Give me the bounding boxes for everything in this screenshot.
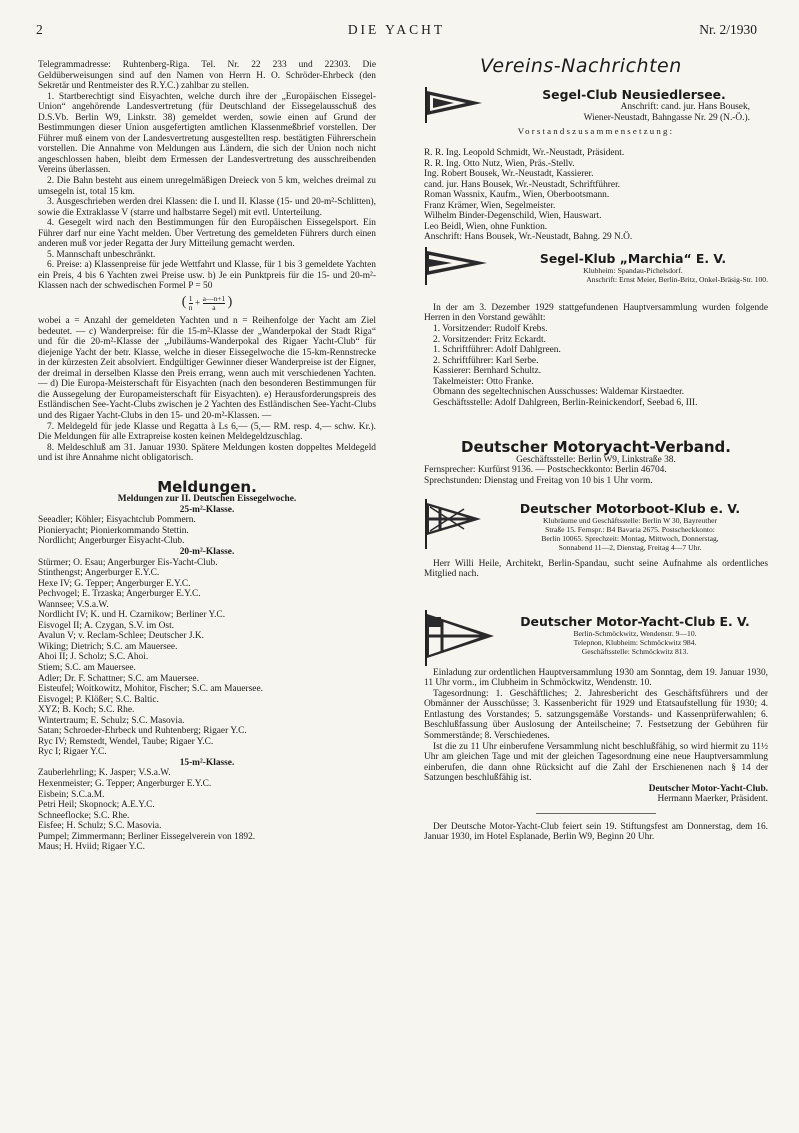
entry-line: Ryc IV; Remstedt, Wendel, Taube; Rigaer Y.C. [38, 736, 214, 747]
rule-7: 7. Meldegeld für jede Klasse und Regatta à Ls 6,— (5,— RM. resp. 4,— schw. Kr.). Die Meldungen für alle Extrapreise kosten keinen Meldegeldzuschlag. [38, 421, 376, 443]
entry-line: Avalun V; v. Reclam-Schlee; Deutscher J.K. [38, 631, 205, 642]
entry-line: Wannsee; V.S.a.W. [38, 599, 109, 610]
burgee-marchia-icon [424, 247, 490, 285]
entry-line: Schneeflocke; S.C. Rhe. [38, 810, 130, 821]
formula: ( $\frac{1}{n}$ + $\frac{a—n+1}{a}$ ) [181, 294, 233, 313]
dmyc-note: Ist die zu 11 Uhr einberufene Versammlung nicht beschlußfähig, so wird hiermit zu 11½ Uhr am gleichen Tage und mit der gleichen Tagesordnung eine neue Hauptversammlung einberufen, die dann ohne Rücksicht auf die Zahl der Erschienenen nach § 14 der Satzungen beschlußfähig ist. [424, 741, 768, 784]
info-line: Geschäftsstelle: Schmöckwitz 813. [581, 646, 689, 656]
entry-line: Seeadler; Köhler; Eisyachtclub Pommern. [38, 515, 196, 526]
burgee-dmk-icon [424, 499, 484, 549]
board-member: Franz Krämer, Wien, Segelmeister. [424, 200, 556, 211]
vereins-nachrichten-heading: Vereins-Nachrichten [480, 55, 682, 77]
board-member: cand. jur. Hans Bousek, Wr.-Neustadt, Schriftführer. [424, 179, 621, 190]
entry-line: Wiking; Dietrich; S.C. am Mauersee. [38, 641, 178, 652]
club-neusiedlersee [424, 87, 768, 195]
dmv-hours: Sprechstunden: Dienstag und Freitag von 10 bis 1 Uhr vorm. [424, 476, 653, 487]
class-20-list [38, 558, 376, 758]
board-member: Takelmeister: Otto Franke. [433, 376, 534, 387]
issue-number: Nr. 2/1930 [699, 22, 757, 37]
club-name: Deutscher Motor-Yacht-Club E. V. [520, 613, 750, 629]
divider [536, 813, 656, 814]
marchia-obmann: Obmann des segeltechnischen Ausschusses: Waldemar Kirstaedter. [433, 387, 685, 398]
board-member: Wilhelm Binder-Degenschild, Wien, Hauswart. [424, 211, 602, 222]
entry-line: Pionieryacht; Pionierkommando Stettin. [38, 525, 189, 536]
class-20-heading: 20-m²-Klasse. [179, 546, 235, 557]
info-line: Sonnabend 11—2, Dienstag, Freitag 4—7 Uhr. [558, 542, 702, 552]
board-member: 2. Vorsitzender: Fritz Eckardt. [433, 334, 546, 345]
journal-title: DIE YACHT [347, 22, 446, 37]
entry-line: Nordlicht IV; K. und H. Czarnikow; Berliner Y.C. [38, 610, 226, 621]
meldungen-subheading: Meldungen zur II. Deutschen Eissegelwoche. [117, 494, 297, 505]
burgee-dmyc-icon [424, 610, 496, 666]
info-line: Telepnon, Klubheim: Schmöckwitz 984. [573, 637, 697, 647]
club-info [492, 516, 768, 552]
board-heading: Vorstandszusammensetzung: [517, 126, 675, 137]
entry-line: Stiem; S.C. am Mauersee. [38, 662, 136, 673]
rule-6: 6. Preise: a) Klassenpreise für jede Wettfahrt und Klasse, für 1 bis 3 gemeldete Yachten ein Preis, 4 bis 6 Yachten zwei Preise usw. b) Je ein Punktpreis für die 15- und 20-m²-Klassen nach der schwedischen Formel P = 50 [38, 260, 376, 292]
dmyc-signature-name: Hermann Maerker, Präsident. [657, 794, 768, 805]
entry-line: Pumpel; Zimmermann; Berliner Eissegelverein von 1892. [38, 831, 256, 842]
entry-line: Eisteufel; Woitkowitz, Mohitor, Fischer; S.C. am Mauersee. [38, 684, 263, 695]
entry-line: Stinthengst; Angerburger E.Y.C. [38, 568, 160, 579]
class-15-list [38, 768, 376, 852]
dmyc-festival: Der Deutsche Motor-Yacht-Club feiert sein 19. Stiftungsfest am Donnerstag, dem 16. Januar 1930, im Hotel Esplanade, Berlin W9, Beginn 20 Uhr. [424, 821, 768, 843]
rule-8: 8. Meldeschluß am 31. Januar 1930. Spätere Meldungen kosten doppeltes Meldegeld und ist ihre Annahme nicht obligatorisch. [38, 442, 376, 464]
board-member: R. R. Ing. Otto Nutz, Wien, Präs.-Stellv. [424, 158, 575, 169]
club-address: Anschrift: Ernst Meier, Berlin-Britz, Onkel-Bräsig-Str. 100. [586, 274, 768, 284]
entry-line: XYZ; B. Koch; S.C. Rhe. [38, 705, 135, 716]
entry-line: Ryc I; Rigaer Y.C. [38, 747, 107, 758]
rule-6-continued: wobei a = Anzahl der gemeldeten Yachten und n = Reihenfolge der Yacht am Ziel bedeutet. — c) Wanderpreise: für die 15-m²-Klasse der „Wanderpokal der Stadt Riga“ und für die 20-m²-Klasse der „Jubiläums-Wanderpokal des Rigaer Yacht-Club“ für diejenige Yacht der betr. Klasse, welche in dieser Eissegelwoche die 15-km-Rennstrecke in der kürzesten Zeit absolviert. Endgültiger Gewinner dieser Wanderpreise ist der Eigner, der dreimal in derselben Klasse den Preis errang, wenn auch mit verschiedenen Yachten. — d) Die Europa-Meisterschaft für Eisyachten (nach den besonderen Bestimmungen für die Aussegelung der Europameisterschaft für Eisyachten). e) Herausforderungspreis des Estländischen See-Yacht-Clubs zwischen je 2 Yachten des Estländischen See-Yacht-Clubs und des Rigaer Yacht-Clubs in den 15- und 20-m²-Klassen. — [38, 316, 376, 421]
club-info [502, 629, 768, 656]
entry-line: Eisbein; S.C.a.M. [38, 789, 105, 800]
class-15-heading: 15-m²-Klasse. [179, 757, 235, 768]
board-member: R. R. Ing. Leopold Schmidt, Wr.-Neustadt, Präsident. [424, 148, 625, 158]
club-name: Segel-Klub „Marchia“ E. V. [539, 250, 727, 266]
entry-line: Hexenmeister; G. Tepper; Angerburger E.Y.C. [38, 779, 212, 789]
burgee-neusiedlersee-icon [424, 87, 486, 123]
info-line: Klubräume und Geschäftsstelle: Berlin W 30, Bayreuther [542, 515, 718, 525]
club-name: Deutscher Motorboot-Klub e. V. [519, 500, 741, 516]
class-25-list [38, 515, 376, 547]
entry-line: Satan; Schroeder-Ehrbeck und Ruhtenberg; Rigaer Y.C. [38, 726, 247, 737]
entry-line: Zauberlehrling; K. Jasper; V.S.a.W. [38, 768, 171, 779]
info-line: Straße 15. Fernspr.: B4 Bavaria 2675. Postscheckkonto: [545, 524, 715, 534]
meldungen-heading: Meldungen. [157, 477, 257, 496]
club-home: Klubheim: Spandau-Pichelsdorf. [583, 265, 683, 275]
entry-line: Stürmer; O. Esau; Angerburger Eis-Yacht-Club. [38, 557, 218, 568]
dmk-text: Herr Willi Heile, Architekt, Berlin-Spandau, sucht seine Aufnahme als ordentliches Mitglied nach. [424, 558, 768, 580]
entry-line: Adler; Dr. F. Schattner; S.C. am Mauersee. [38, 673, 199, 684]
board-member: Anschrift: Hans Bousek, Wr.-Neustadt, Bahng. 29 N.Ö. [424, 232, 633, 243]
dmv-heading: Deutscher Motoryacht-Verband. [461, 438, 731, 457]
marchia-text: In der am 3. Dezember 1929 stattgefundenen Hauptversammlung wurden folgende Herren in den Vorstand gewählt: [424, 302, 768, 324]
dmyc-invitation: Einladung zur ordentlichen Hauptversammlung 1930 am Sonntag, dem 19. Januar 1930, 11 Uhr vorm., im Clubheim in Schmöckwitz, Wendenstr. 10. [424, 667, 768, 689]
rule-5: 5. Mannschaft unbeschränkt. [47, 249, 156, 260]
board-member: 2. Schriftführer: Karl Serbe. [433, 355, 539, 366]
entry-line: Wintertraum; E. Schulz; S.C. Masovia. [38, 715, 185, 726]
entry-line: Maus; H. Hviid; Rigaer Y.C. [38, 842, 146, 853]
entry-line: Eisvogel II; A. Czygan, S.V. im Ost. [38, 620, 175, 631]
marchia-office: Geschäftsstelle: Adolf Dahlgreen, Berlin-Reinickendorf, Seebad 6, III. [433, 397, 698, 408]
board-member: Roman Wassnix, Kaufm., Wien, Oberbootsmann. [424, 190, 610, 201]
info-line: Berlin 10065. Sprechzeit: Montag, Mittwoch, Donnerstag, [541, 533, 719, 543]
entry-line: Eisvogel; P. Klößer; S.C. Baltic. [38, 694, 159, 705]
board-member: 1. Schriftführer: Adolf Dahlgreen. [433, 345, 561, 356]
intro-paragraph: Telegrammadresse: Ruhtenberg-Riga. Tel. Nr. 22 233 und 22303. Die Geldüberweisungen sind auf den Namen von Herrn H. O. Schröder-Ehrbeck (den Sekretär und Rentmeister des R.Y.C.) zahlbar zu stellen. [38, 60, 376, 92]
rule-4: 4. Gesegelt wird nach den Bestimmungen für den Europäischen Eissegelsport. Ein Führer darf nur eine Yacht melden. Über Vertretung des gemeldeten Führers durch einen anderen muß vor jeder Regatta der Jury Mitteilung gemacht werden. [38, 218, 376, 250]
dmv-office: Geschäftsstelle: Berlin W9, Linkstraße 38. [516, 454, 676, 465]
board-member: Leo Beidl, Wien, ohne Funktion. [424, 221, 548, 232]
board-member: Kassierer: Bernhard Schultz. [433, 366, 542, 377]
rule-3: 3. Ausgeschrieben werden drei Klassen: die I. und II. Klasse (15- und 20-m²-Schlitten), sowie die Extraklasse V (starre und halbstarre Segel) mit evtl. Unterteilung. [38, 197, 376, 218]
rule-1: 1. Startberechtigt sind Eisyachten, welche durch ihre der „Europäischen Eissegel-Union“ angehörende Landesvertretung (für Deutschland der Eissegelausschuß des D.S.Vb. Berlin W9, Linkstr. 38) gemeldet werden, sowie einen auf Grund der Bestimmungen dieser Union ausgefertigten amtlichen Klassenmeßbrief vorstellen. Der Führer muß einem von der Landesvertretung ausgestellten resp. bestätigten Führerschein vorstellen. Die Annahme von Meldungen aus Ländern, die sich der Union noch nicht angeschlossen haben, bleibt dem Ermessen der Landesvertretung des ausschreibenden Vereins überlassen. [38, 91, 376, 176]
board-member: Ing. Robert Bousek, Wr.-Neustadt, Kassierer. [424, 169, 594, 180]
rule-2: 2. Die Bahn besteht aus einem unregelmäßigen Dreieck von 5 km, welches dreimal zu umsegeln ist, total 15 km. [38, 176, 376, 197]
club-address-2: Wiener-Neustadt, Bahngasse Nr. 29 (N.-Ö.). [583, 112, 750, 123]
club-dmyc [424, 614, 768, 662]
club-name: Segel-Club Neusiedlersee. [542, 87, 726, 102]
dmv-phone: Fernsprecher: Kurfürst 9136. — Postscheckkonto: Berlin 46704. [424, 465, 667, 476]
club-marchia [424, 251, 768, 303]
entry-line: Pechvogel; E. Trzaska; Angerburger E.Y.C. [38, 589, 201, 600]
marchia-board-list [424, 324, 768, 387]
club-dmk [424, 501, 768, 559]
dmyc-signature-club: Deutscher Motor-Yacht-Club. [648, 783, 768, 794]
entry-line: Nordlicht; Angerburger Eisyacht-Club. [38, 536, 185, 547]
entry-line: Petri Heil; Skopnock; A.E.Y.C. [38, 800, 155, 811]
left-column [38, 60, 376, 853]
right-column [424, 55, 768, 843]
entry-line: Ahoi II; J. Scholz; S.C. Ahoi. [38, 652, 149, 663]
entry-line: Eisfee; H. Schulz; S.C. Masovia. [38, 821, 162, 832]
board-member: 1. Vorsitzender: Rudolf Krebs. [433, 324, 548, 335]
dmyc-agenda: Tagesordnung: 1. Geschäftliches; 2. Jahresbericht des Geschäftsführers und der Obmänner der Ausschüsse; 3. Kassenbericht für 1929 und Etatsaufstellung für 1930; 4. Entlastung des Vorstandes; 5. satzungsgemäße Vorstands- und Kassenprüferwahlen; 6. Beschlußfassung über Auslosung der Anteilscheine; 7. Festsetzung der Gebühren für Sommerstände; 8. Verschiedenes. [424, 688, 768, 741]
info-line: Berlin-Schmöckwitz, Wendenstr. 9—10. [573, 628, 697, 638]
class-25-heading: 25-m²-Klasse. [179, 504, 235, 515]
club-address-1: Anschrift: cand. jur. Hans Bousek, [620, 102, 750, 112]
entry-line: Hexe IV; G. Tepper; Angerburger E.Y.C. [38, 578, 191, 589]
page-number: 2 [36, 22, 43, 37]
page-header [36, 22, 757, 40]
